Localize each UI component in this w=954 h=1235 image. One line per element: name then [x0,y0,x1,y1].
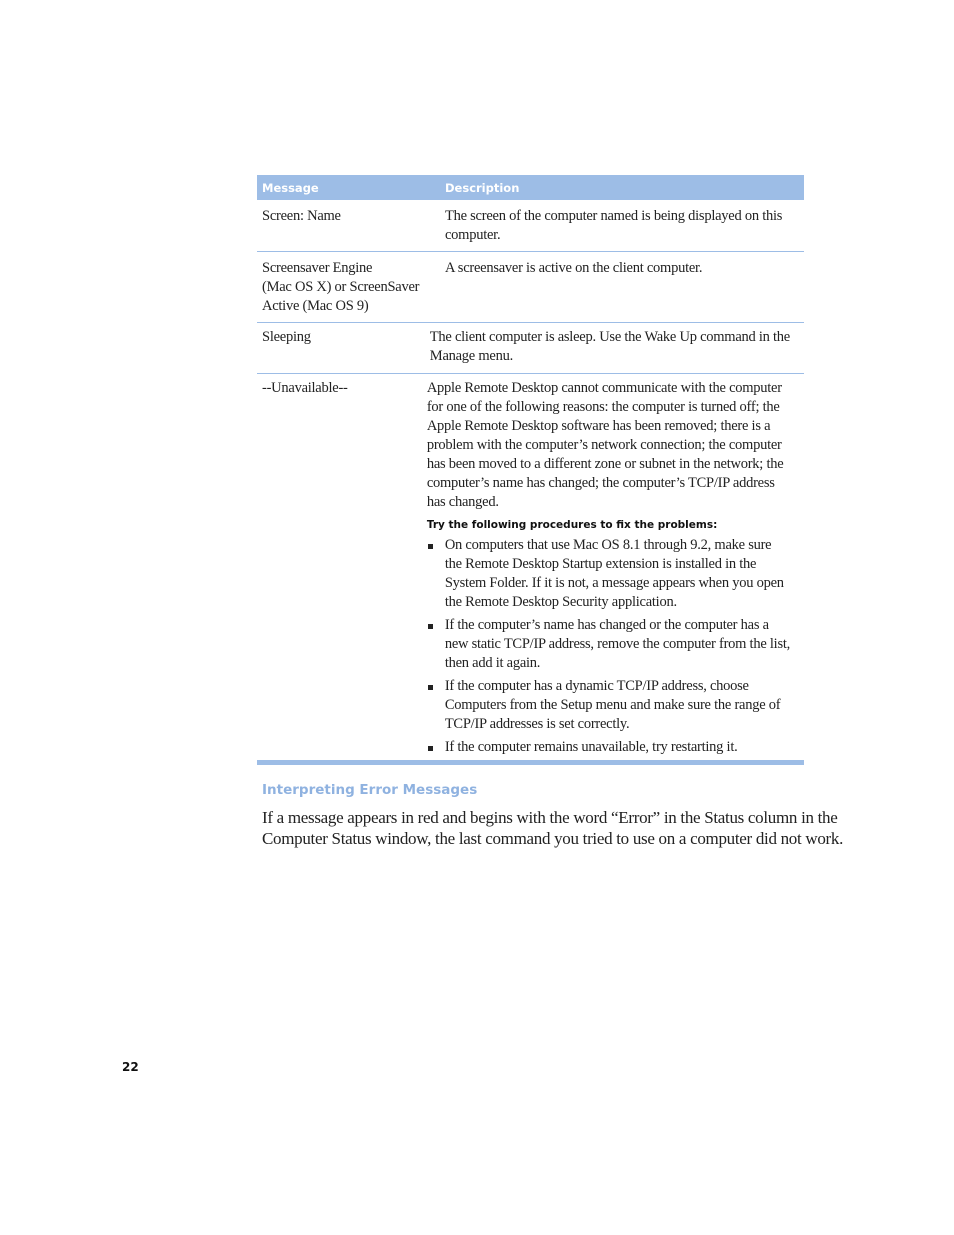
bullet-text: If the computer has a dynamic TCP/IP address, choose [444,678,749,694]
message-table [257,175,804,765]
description-text: Manage menu. [429,348,513,364]
header-description: Description [445,180,520,195]
square-bullet-icon [428,685,433,690]
procedures-heading: Try the following procedures to fix the problems: [426,519,718,531]
description-text: Apple Remote Desktop cannot communicate with the computer [426,380,782,396]
message-cell [257,379,422,760]
bullet-text: new static TCP/IP address, remove the computer from the list, [444,636,790,652]
bullet-text: If the computer remains unavailable, try restarting it. [444,739,738,755]
list-item [427,616,790,673]
bullet-text: the Remote Desktop Startup extension is installed in the [444,556,757,572]
procedures-list [427,536,790,757]
list-item [427,536,790,612]
list-item [427,677,790,734]
description-cell [440,259,804,322]
message-text: Sleeping [262,329,311,345]
description-text: problem with the computer’s network connection; the computer [426,437,782,453]
message-text: (Mac OS X) or ScreenSaver [262,279,420,295]
bullet-text: System Folder. If it is not, a message appears when you open [444,575,784,591]
message-text: Screen: Name [262,208,341,224]
message-text: --Unavailable-- [262,380,348,396]
description-text: The screen of the computer named is being displayed on this [445,208,783,224]
section-heading: Interpreting Error Messages [262,782,478,798]
bullet-text: the Remote Desktop Security application. [444,594,677,610]
body-paragraph [262,807,844,849]
description-text: computer’s name has changed; the computer’s TCP/IP address [426,475,775,491]
table-header [257,175,804,200]
message-text: Active (Mac OS 9) [262,298,369,314]
bullet-text: TCP/IP addresses is set correctly. [444,716,630,732]
page-number: 22 [122,1060,139,1074]
table-row [257,200,804,252]
description-cell [422,379,804,760]
square-bullet-icon [428,624,433,629]
message-cell [257,328,425,373]
table-row [257,252,804,323]
description-text: has changed. [426,494,499,510]
paragraph-line: If a message appears in red and begins with the word “Error” in the Status column in the [262,808,838,827]
bullet-text: On computers that use Mac OS 8.1 through 9.2, make sure [444,537,772,553]
message-text: Screensaver Engine [262,260,373,276]
paragraph-line: Computer Status window, the last command you tried to use on a computer did not work. [262,829,844,848]
list-item [427,738,790,757]
description-text: has been moved to a different zone or subnet in the network; the [426,456,784,472]
header-message: Message [262,180,319,195]
bullet-text: If the computer’s name has changed or the computer has a [444,617,769,633]
description-cell [440,207,804,251]
message-cell [257,259,440,322]
description-text: Apple Remote Desktop software has been removed; there is a [426,418,771,434]
description-text: The client computer is asleep. Use the Wake Up command in the [429,329,790,345]
description-text: computer. [445,227,501,243]
message-cell [257,207,440,251]
table-row [257,374,804,765]
bullet-text: Computers from the Setup menu and make sure the range of [444,697,781,713]
square-bullet-icon [428,746,433,751]
bullet-text: then add it again. [444,655,541,671]
description-text: A screensaver is active on the client computer. [445,260,703,276]
description-cell [425,328,804,373]
square-bullet-icon [428,544,433,549]
table-row [257,323,804,374]
description-text: for one of the following reasons: the computer is turned off; the [426,399,780,415]
